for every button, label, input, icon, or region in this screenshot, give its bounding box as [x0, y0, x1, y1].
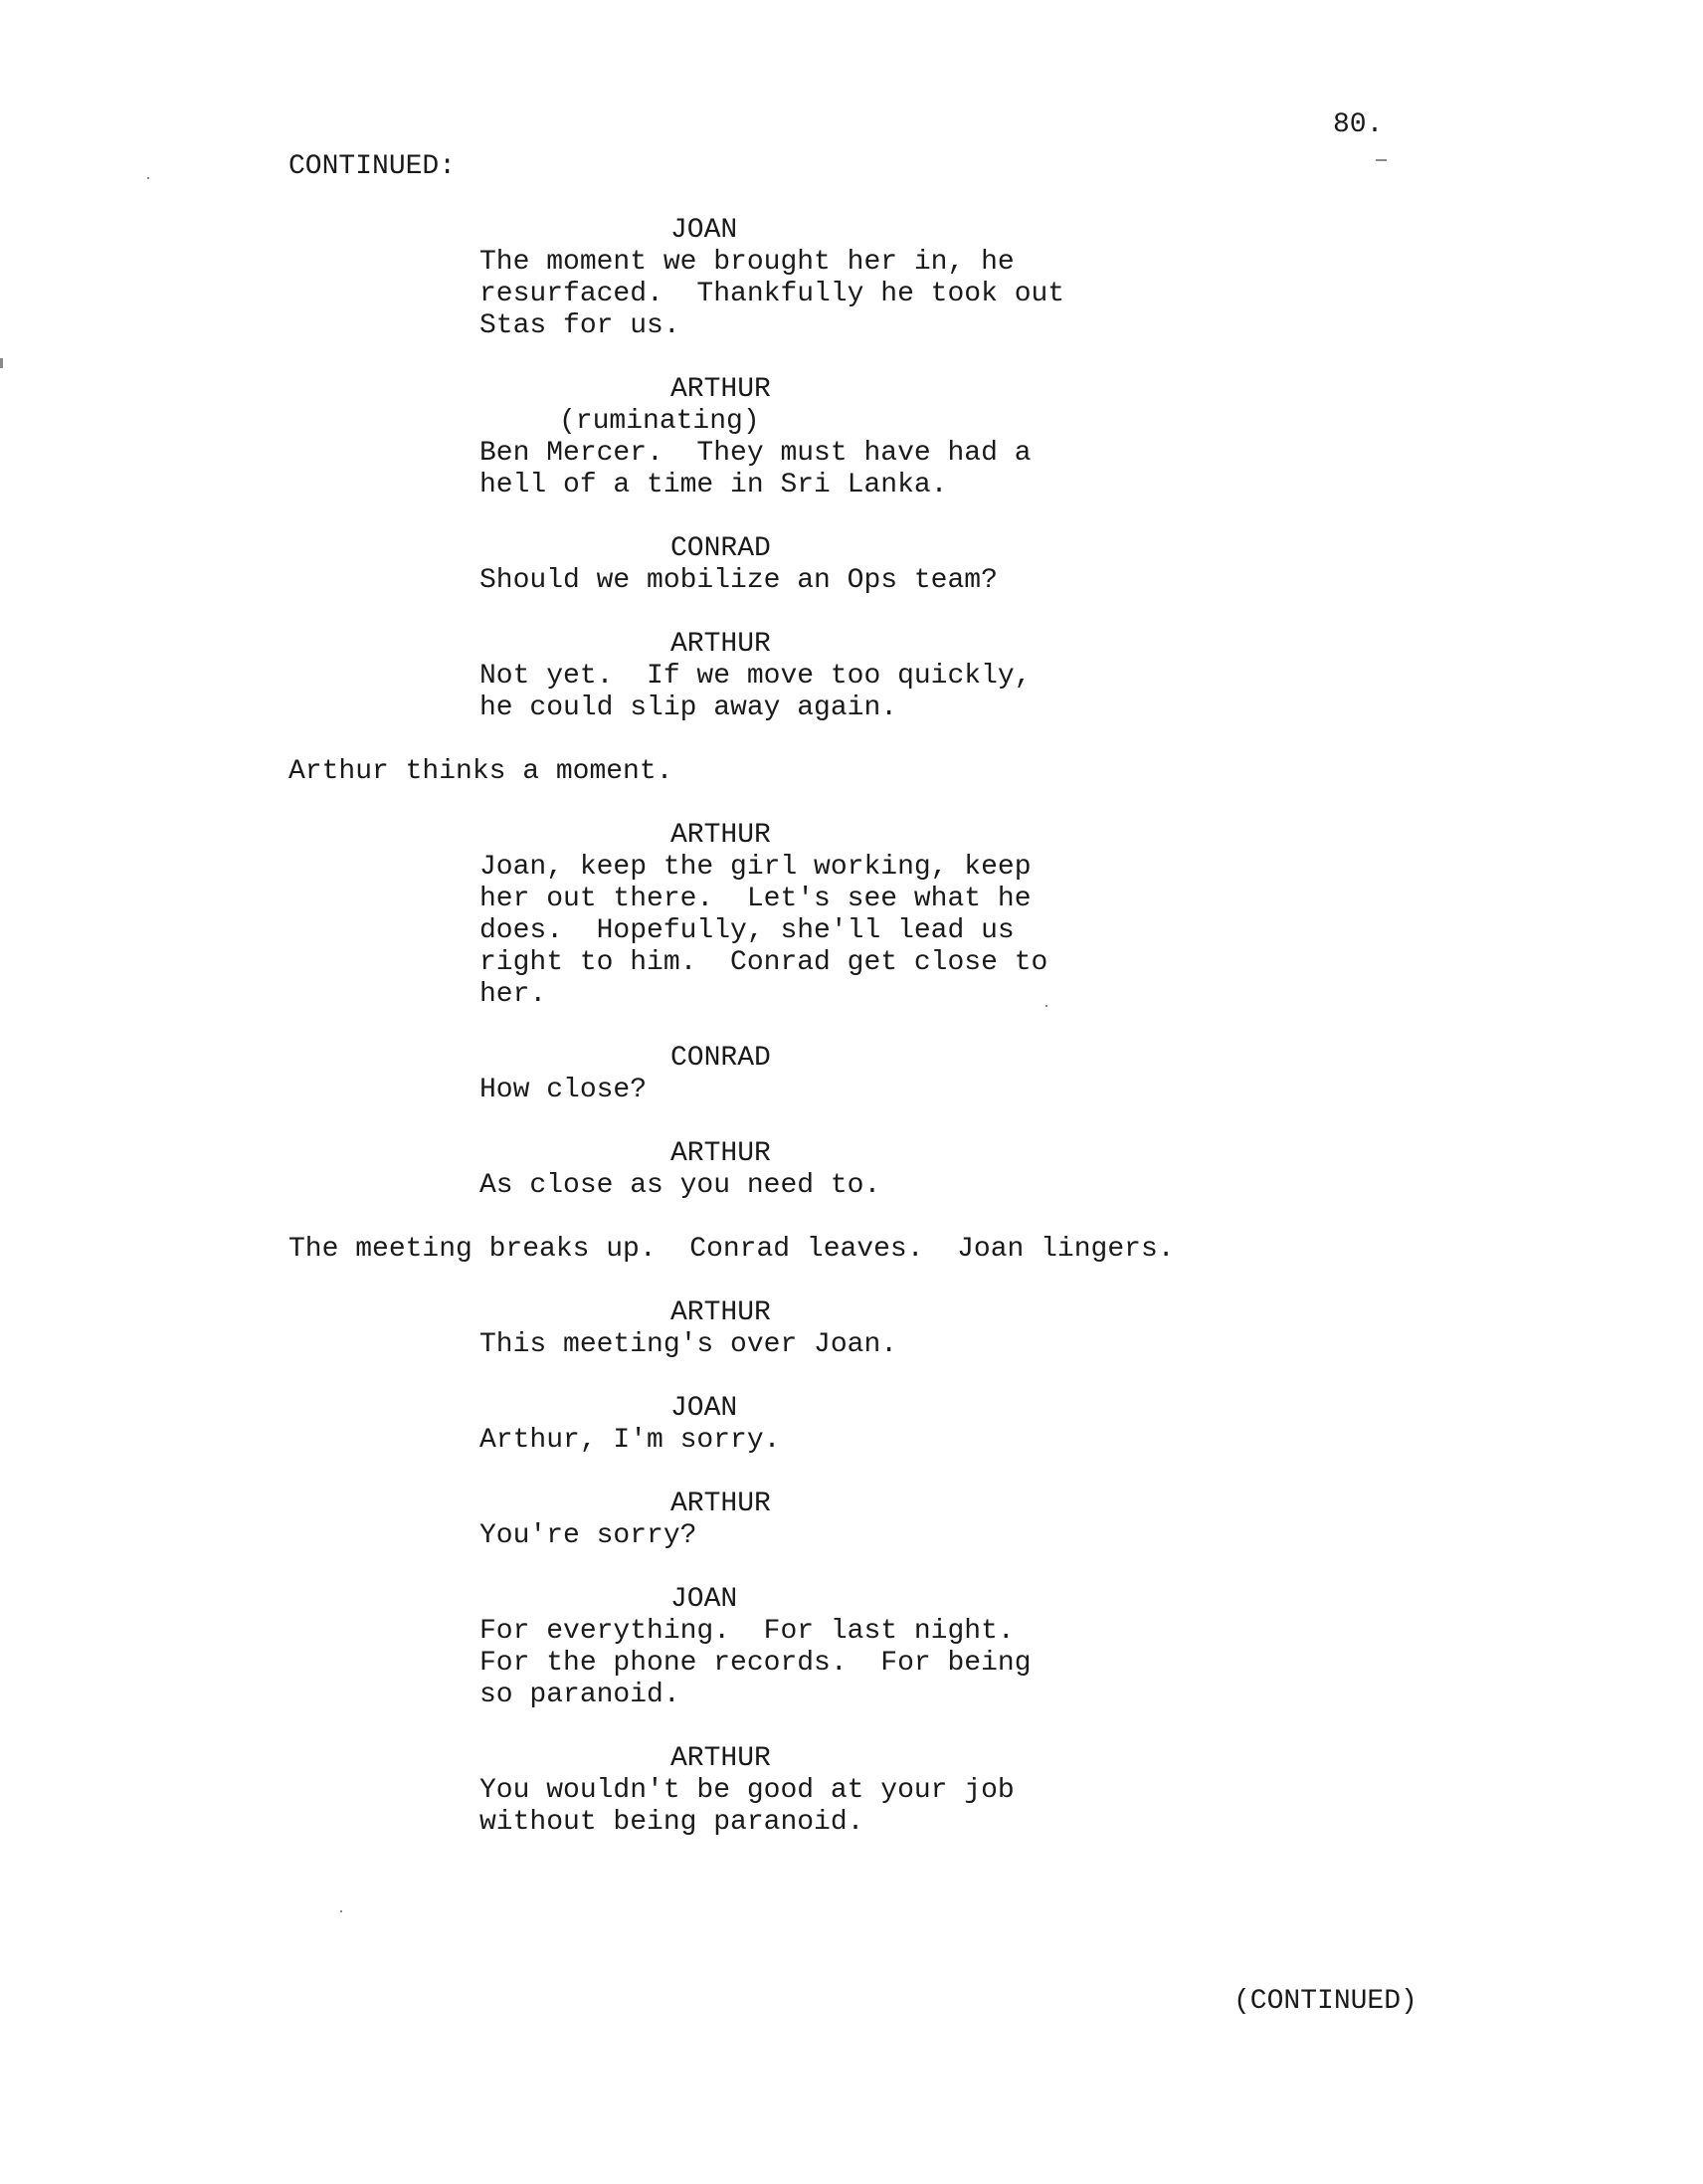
character-name: ARTHUR: [670, 1743, 771, 1774]
dialogue-text: For everything. For last night. For the phone records. For being so paranoid.: [479, 1616, 1032, 1710]
dialogue-block: [479, 1393, 1136, 1457]
dialogue-text: As close as you need to.: [479, 1170, 881, 1201]
character-name: CONRAD: [670, 1043, 771, 1074]
character-name: ARTHUR: [670, 629, 771, 660]
dialogue-block: [479, 629, 1136, 724]
dialogue-text: Ben Mercer. They must have had a hell of a time in Sri Lanka.: [479, 438, 1032, 500]
dialogue-text: You're sorry?: [479, 1520, 697, 1551]
margin-tick: [0, 358, 3, 368]
character-name: ARTHUR: [670, 1297, 771, 1328]
dialogue-text: You wouldn't be good at your job without being paranoid.: [479, 1775, 1015, 1838]
stray-dot: [1045, 1005, 1047, 1007]
dialogue-block: [479, 374, 1136, 501]
header-continued: CONTINUED:: [288, 151, 457, 182]
character-name: ARTHUR: [670, 1138, 771, 1169]
dialogue-block: [479, 820, 1136, 1011]
dialogue-block: [479, 1584, 1136, 1711]
dialogue-text: Not yet. If we move too quickly, he could slip away again.: [479, 661, 1032, 723]
character-name: JOAN: [670, 1584, 738, 1615]
character-name: ARTHUR: [670, 820, 771, 851]
footer-continued: (CONTINUED): [1233, 1986, 1418, 2017]
dialogue-block: [479, 1489, 1136, 1552]
dialogue-text: How close?: [479, 1075, 648, 1105]
character-name: ARTHUR: [670, 374, 771, 405]
dialogue-text: Should we mobilize an Ops team?: [479, 565, 998, 596]
dialogue-block: [479, 1043, 1136, 1106]
page-number-dash: [1376, 159, 1387, 161]
dialogue-text: This meeting's over Joan.: [479, 1329, 898, 1360]
dialogue-block: [479, 533, 1136, 597]
action-line: The meeting breaks up. Conrad leaves. Joan lingers.: [288, 1234, 1175, 1265]
dialogue-text: Arthur, I'm sorry.: [479, 1425, 781, 1456]
margin-dot: [147, 177, 149, 179]
parenthetical: (ruminating): [559, 406, 760, 437]
character-name: CONRAD: [670, 533, 771, 564]
action-line: Arthur thinks a moment.: [288, 756, 673, 787]
stray-dot: [340, 1910, 342, 1912]
dialogue-block: [479, 215, 1136, 342]
dialogue-block: [479, 1297, 1136, 1361]
character-name: ARTHUR: [670, 1489, 771, 1519]
dialogue-text: Joan, keep the girl working, keep her out there. Let's see what he does. Hopefully, she'll lead us right to him. Conrad get close to her.: [479, 852, 1048, 1010]
dialogue-block: [479, 1743, 1136, 1839]
dialogue-block: [479, 1138, 1136, 1202]
dialogue-text: The moment we brought her in, he resurfaced. Thankfully he took out Stas for us.: [479, 247, 1065, 341]
character-name: JOAN: [670, 1393, 738, 1424]
character-name: JOAN: [670, 215, 738, 246]
page-number: 80.: [1333, 109, 1384, 140]
